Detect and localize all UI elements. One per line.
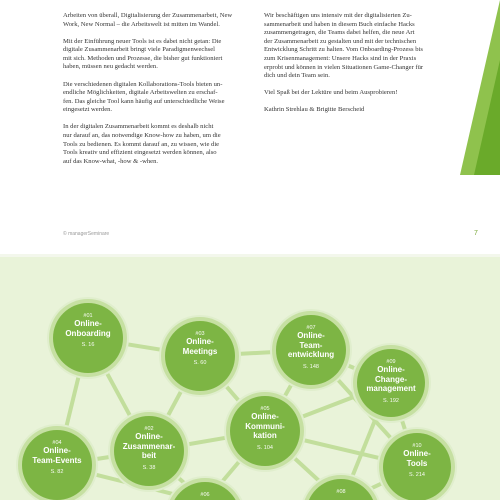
left-column bbox=[63, 12, 259, 175]
topic-page: S. 192 bbox=[383, 397, 399, 404]
topic-title: Online- Team- entwicklung bbox=[287, 331, 335, 359]
topic-node-tools[interactable] bbox=[383, 433, 451, 500]
topic-number: #10 bbox=[412, 443, 422, 449]
topic-number: #01 bbox=[83, 313, 93, 319]
authors: Kathrin Strehlau & Brigitte Berscheid bbox=[264, 106, 365, 114]
topic-page: S. 60 bbox=[193, 360, 207, 366]
topic-page: S. 214 bbox=[409, 472, 425, 478]
topic-title: Online- Team-Events bbox=[32, 446, 82, 465]
corner-triangle bbox=[460, 0, 500, 175]
topic-title: Online- Kommuni- kation bbox=[245, 412, 285, 440]
topic-number: #07 bbox=[306, 325, 316, 331]
page-number: 7 bbox=[474, 230, 478, 237]
topic-title: Online- Onboarding bbox=[65, 319, 111, 338]
topic-number: #08 bbox=[336, 489, 346, 495]
topic-title: Online- Meetings bbox=[182, 337, 218, 356]
paragraph: Arbeiten von überall, Digitalisierung der Zusammenarbeit, New Work, New Normal – die Arbeitswelt ist mitten im Wandel. bbox=[63, 12, 233, 28]
paragraph: Mit der Einführung neuer Tools ist es dabei nicht getan: Die digitale Zusammenarbeit bringt viele Paradigmenwechsel mit sich. Methoden und Prozesse, die bisher gut funktioniert haben, müssen neu gedacht werden. bbox=[63, 37, 223, 71]
topic-number: #04 bbox=[52, 440, 62, 446]
paragraph: Die verschiedenen digitalen Kollaborations-Tools bieten un- endliche Möglichkeiten, digitale Arbeitswelten zu erschaf- fen. Das gleiche Tool kann häufig auf unterschiedliche Weise eingesetzt werden. bbox=[63, 80, 225, 114]
topic-page: S. 16 bbox=[81, 342, 95, 348]
topic-number: #06 bbox=[200, 492, 210, 498]
topic-page: S. 82 bbox=[50, 469, 64, 475]
topic-node-teamevents[interactable] bbox=[22, 430, 92, 500]
topic-page: S. 148 bbox=[303, 363, 319, 370]
right-column bbox=[264, 12, 460, 123]
topic-node-changemanagement[interactable] bbox=[357, 349, 425, 417]
topic-page: S. 38 bbox=[142, 464, 156, 471]
topic-number: #09 bbox=[386, 359, 396, 365]
topic-title: Online- Change- management bbox=[366, 365, 416, 393]
paragraph: Wir beschäftigen uns intensiv mit der digitalisierten Zu- sammenarbeit und haben in diesem Buch einfache Hacks zusammengetragen, die Teams dabei helfen, die neue Art der Zusammenarbeit zu gestalten und mit der technischen Entwicklung Schritt zu halten. Vom Onboarding-Prozess bis zum Krisenmanagement: Unsere Hacks sind in der Praxis erprobt und können in vielen Situationen Game-Changer für dich und dein Team sein. bbox=[264, 12, 424, 80]
topic-node-teamentwicklung[interactable] bbox=[276, 315, 346, 385]
topic-page: S. 104 bbox=[257, 444, 273, 451]
paragraph: In der digitalen Zusammenarbeit kommt es deshalb nicht nur darauf an, das notwendige Know-how zu haben, um die Tools zu bedienen. Es kommt darauf an, zu wissen, wie die Tools kreativ und effizient eingesetzt werden können, also auf das Know-what, -how & -when. bbox=[63, 123, 221, 165]
topic-node-meetings[interactable] bbox=[165, 321, 235, 391]
topic-map bbox=[0, 257, 500, 500]
topic-number: #05 bbox=[260, 406, 270, 412]
topic-number: #02 bbox=[144, 426, 154, 432]
copyright: © managerSeminare bbox=[63, 231, 110, 237]
topic-title: Online- Tools bbox=[403, 449, 431, 468]
topic-node-onboarding[interactable] bbox=[53, 303, 123, 373]
topic-node-zusammenarbeit[interactable] bbox=[114, 416, 184, 486]
topic-number: #03 bbox=[195, 331, 205, 337]
paragraph: Viel Spaß bei der Lektüre und beim Ausprobieren! bbox=[264, 89, 398, 97]
topic-node-kommunikation[interactable] bbox=[230, 396, 300, 466]
topic-title: Online- Zusammenar- beit bbox=[122, 432, 176, 460]
